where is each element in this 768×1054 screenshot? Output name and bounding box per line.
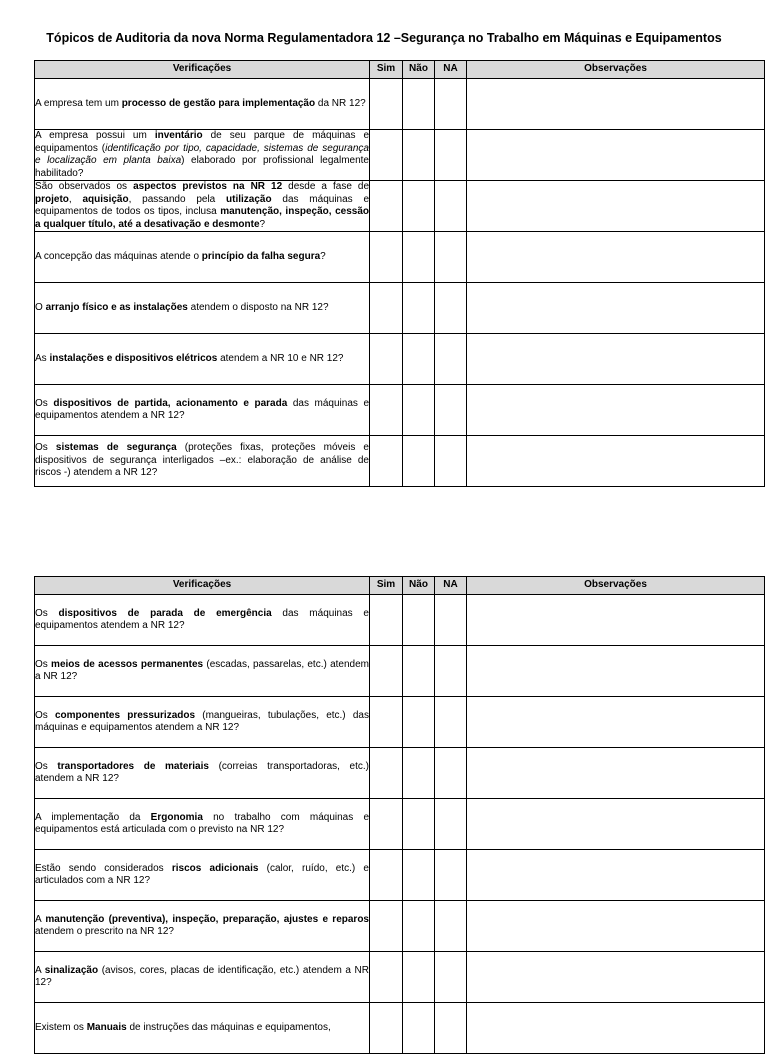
sim-cell[interactable] bbox=[370, 646, 403, 697]
nao-cell[interactable] bbox=[403, 850, 435, 901]
question-text-segment: atendem a NR 10 e NR 12? bbox=[217, 352, 344, 364]
table-row bbox=[35, 436, 765, 487]
nao-cell[interactable] bbox=[403, 79, 435, 130]
question-text-segment: A concepção das máquinas atende o bbox=[35, 250, 202, 262]
question-text-segment: manutenção (preventiva), inspeção, preparação, ajustes e reparos bbox=[45, 913, 369, 925]
observacoes-cell[interactable] bbox=[467, 697, 765, 748]
question-text-segment: A empresa tem um bbox=[35, 97, 122, 109]
question-text-segment: ? bbox=[259, 218, 266, 230]
table-row bbox=[35, 952, 765, 1003]
header-nao: Não bbox=[403, 61, 435, 79]
observacoes-cell[interactable] bbox=[467, 232, 765, 283]
question-text-segment: desde a fase de bbox=[282, 181, 370, 192]
sim-cell[interactable] bbox=[370, 283, 403, 334]
nao-cell[interactable] bbox=[403, 646, 435, 697]
na-cell[interactable] bbox=[435, 1003, 467, 1054]
question-text-segment: riscos adicionais bbox=[171, 862, 259, 874]
na-cell[interactable] bbox=[435, 334, 467, 385]
observacoes-cell[interactable] bbox=[467, 595, 765, 646]
question-text-segment: de seu parque de máquinas e equipamentos ( bbox=[35, 130, 370, 154]
nao-cell[interactable] bbox=[403, 1003, 435, 1054]
na-cell[interactable] bbox=[435, 646, 467, 697]
question-text-segment: sistemas de segurança bbox=[55, 442, 177, 454]
verification-question bbox=[35, 283, 370, 334]
na-cell[interactable] bbox=[435, 952, 467, 1003]
observacoes-cell[interactable] bbox=[467, 646, 765, 697]
observacoes-cell[interactable] bbox=[467, 850, 765, 901]
nao-cell[interactable] bbox=[403, 952, 435, 1003]
question-text-segment: , passando pela bbox=[128, 193, 227, 205]
question-text-segment: no trabalho com máquinas e equipamentos está articulada com o previsto na NR 12? bbox=[35, 811, 369, 835]
verification-question bbox=[35, 436, 370, 487]
header-na: NA bbox=[435, 61, 467, 79]
table-row bbox=[35, 130, 765, 181]
sim-cell[interactable] bbox=[370, 181, 403, 232]
nao-cell[interactable] bbox=[403, 283, 435, 334]
question-text-segment: A empresa possui um bbox=[35, 130, 155, 141]
table-row bbox=[35, 181, 765, 232]
question-text-segment: princípio da falha segura bbox=[201, 250, 321, 262]
verification-question bbox=[35, 334, 370, 385]
table-row bbox=[35, 697, 765, 748]
nao-cell[interactable] bbox=[403, 595, 435, 646]
audit-table-1 bbox=[34, 60, 765, 487]
observacoes-cell[interactable] bbox=[467, 385, 765, 436]
table-row bbox=[35, 799, 765, 850]
sim-cell[interactable] bbox=[370, 334, 403, 385]
observacoes-cell[interactable] bbox=[467, 130, 765, 181]
question-text-segment: transportadores de materiais bbox=[57, 760, 209, 772]
table-row bbox=[35, 748, 765, 799]
question-text-segment: das máquinas e equipamentos de todos os tipos, inclusa bbox=[35, 193, 370, 217]
verification-question bbox=[35, 697, 370, 748]
question-text-segment: inventário bbox=[154, 130, 203, 141]
sim-cell[interactable] bbox=[370, 436, 403, 487]
header-verificacoes: Verificações bbox=[35, 61, 370, 79]
sim-cell[interactable] bbox=[370, 748, 403, 799]
question-text-segment: utilização bbox=[226, 193, 272, 205]
sim-cell[interactable] bbox=[370, 850, 403, 901]
sim-cell[interactable] bbox=[370, 385, 403, 436]
table-row bbox=[35, 79, 765, 130]
question-text-segment: (correias transportadoras, etc.) atendem a NR 12? bbox=[35, 760, 370, 784]
observacoes-cell[interactable] bbox=[467, 181, 765, 232]
question-text-segment: (proteções fixas, proteções móveis e dispositivos de segurança interligados –ex.: elaboração de análise de riscos -) atendem a NR 12? bbox=[35, 442, 369, 479]
nao-cell[interactable] bbox=[403, 901, 435, 952]
question-text-segment: A implementação da bbox=[35, 811, 151, 823]
verification-question bbox=[35, 799, 370, 850]
table-row bbox=[35, 334, 765, 385]
header-verificacoes: Verificações bbox=[35, 577, 370, 595]
table-row bbox=[35, 850, 765, 901]
observacoes-cell[interactable] bbox=[467, 334, 765, 385]
verification-question bbox=[35, 385, 370, 436]
table-header-row bbox=[35, 577, 765, 595]
question-text-segment: Os bbox=[35, 607, 59, 619]
question-text-segment: A bbox=[35, 964, 45, 976]
na-cell[interactable] bbox=[435, 181, 467, 232]
question-text-segment: A bbox=[35, 913, 46, 925]
question-text-segment: arranjo físico e as instalações bbox=[45, 301, 188, 313]
sim-cell[interactable] bbox=[370, 799, 403, 850]
na-cell[interactable] bbox=[435, 595, 467, 646]
question-text-segment: ) elaborado por profissional legalmente habilitado? bbox=[35, 155, 369, 179]
question-text-segment: componentes pressurizados bbox=[55, 709, 196, 721]
observacoes-cell[interactable] bbox=[467, 79, 765, 130]
question-text-segment: (escadas, passarelas, etc.) atendem a NR 12? bbox=[35, 658, 369, 682]
table-row bbox=[35, 646, 765, 697]
question-text-segment: ? bbox=[320, 250, 326, 262]
question-text-segment: Os bbox=[35, 442, 56, 454]
page-title: Tópicos de Auditoria da nova Norma Regulamentadora 12 –Segurança no Trabalho em Máquinas e Equipamentos bbox=[46, 31, 722, 45]
question-text-segment: Os bbox=[35, 709, 55, 721]
observacoes-cell[interactable] bbox=[467, 952, 765, 1003]
question-text-segment: de instruções das máquinas e equipamentos, bbox=[126, 1021, 331, 1033]
question-text-segment: As bbox=[35, 352, 50, 364]
table-row bbox=[35, 283, 765, 334]
table-row bbox=[35, 385, 765, 436]
question-text-segment: (calor, ruído, etc.) e articulados com a NR 12? bbox=[35, 862, 369, 886]
header-observacoes: Observações bbox=[467, 61, 765, 79]
nao-cell[interactable] bbox=[403, 697, 435, 748]
na-cell[interactable] bbox=[435, 283, 467, 334]
question-text-segment: projeto bbox=[35, 193, 69, 205]
na-cell[interactable] bbox=[435, 901, 467, 952]
na-cell[interactable] bbox=[435, 748, 467, 799]
sim-cell[interactable] bbox=[370, 952, 403, 1003]
question-text-segment: da NR 12? bbox=[315, 97, 366, 109]
question-text-segment: manutenção, inspeção, cessão a qualquer título, até a desativação e desmonte bbox=[35, 206, 370, 230]
na-cell[interactable] bbox=[435, 799, 467, 850]
question-text-segment: aquisição bbox=[82, 193, 129, 205]
question-text-segment: O bbox=[35, 301, 46, 313]
observacoes-cell[interactable] bbox=[467, 799, 765, 850]
observacoes-cell[interactable] bbox=[467, 748, 765, 799]
header-sim: Sim bbox=[370, 577, 403, 595]
question-text-segment: atendem o prescrito na NR 12? bbox=[35, 926, 174, 937]
table-row bbox=[35, 1003, 765, 1054]
verification-question bbox=[35, 646, 370, 697]
nao-cell[interactable] bbox=[403, 334, 435, 385]
question-text-segment: Ergonomia bbox=[150, 811, 203, 823]
question-text-segment: (mangueiras, tubulações, etc.) das máquinas e equipamentos atendem a NR 12? bbox=[35, 709, 369, 733]
verification-question bbox=[35, 595, 370, 646]
verification-question bbox=[35, 850, 370, 901]
verification-question bbox=[35, 901, 370, 952]
question-text-segment: meios de acessos permanentes bbox=[51, 658, 204, 670]
observacoes-cell[interactable] bbox=[467, 1003, 765, 1054]
question-text-segment: Os bbox=[35, 760, 58, 772]
verification-question bbox=[35, 952, 370, 1003]
verification-question bbox=[35, 232, 370, 283]
header-na: NA bbox=[435, 577, 467, 595]
question-text-segment: Existem os bbox=[35, 1021, 87, 1033]
table-header-row bbox=[35, 61, 765, 79]
question-text-segment: processo de gestão para implementação bbox=[121, 97, 316, 109]
nao-cell[interactable] bbox=[403, 436, 435, 487]
question-text-segment: aspectos previstos na NR 12 bbox=[133, 181, 283, 192]
na-cell[interactable] bbox=[435, 385, 467, 436]
nao-cell[interactable] bbox=[403, 181, 435, 232]
verification-question bbox=[35, 1003, 370, 1054]
table-row bbox=[35, 901, 765, 952]
question-text-segment: dispositivos de parada de emergência bbox=[58, 607, 272, 619]
header-nao: Não bbox=[403, 577, 435, 595]
verification-question bbox=[35, 181, 370, 232]
na-cell[interactable] bbox=[435, 436, 467, 487]
question-text-segment: Os bbox=[35, 397, 54, 409]
question-text-segment: sinalização bbox=[44, 964, 99, 976]
sim-cell[interactable] bbox=[370, 232, 403, 283]
observacoes-cell[interactable] bbox=[467, 283, 765, 334]
table-row bbox=[35, 595, 765, 646]
na-cell[interactable] bbox=[435, 697, 467, 748]
sim-cell[interactable] bbox=[370, 901, 403, 952]
question-text-segment: dispositivos de partida, acionamento e parada bbox=[53, 397, 288, 409]
nao-cell[interactable] bbox=[403, 232, 435, 283]
question-text-segment: Estão sendo considerados bbox=[35, 862, 172, 874]
nao-cell[interactable] bbox=[403, 799, 435, 850]
question-text-segment: Os bbox=[35, 658, 52, 670]
sim-cell[interactable] bbox=[370, 79, 403, 130]
question-text-segment: , bbox=[68, 193, 83, 205]
header-sim: Sim bbox=[370, 61, 403, 79]
observacoes-cell[interactable] bbox=[467, 436, 765, 487]
sim-cell[interactable] bbox=[370, 595, 403, 646]
nao-cell[interactable] bbox=[403, 385, 435, 436]
nao-cell[interactable] bbox=[403, 748, 435, 799]
observacoes-cell[interactable] bbox=[467, 901, 765, 952]
question-text-segment: São observados os bbox=[35, 181, 134, 192]
sim-cell[interactable] bbox=[370, 697, 403, 748]
question-text-segment: atendem o disposto na NR 12? bbox=[187, 301, 329, 313]
question-text-segment: identificação por tipo, capacidade, sistemas de segurança e localização em planta baixa bbox=[35, 142, 369, 166]
sim-cell[interactable] bbox=[370, 1003, 403, 1054]
na-cell[interactable] bbox=[435, 232, 467, 283]
nao-cell[interactable] bbox=[403, 130, 435, 181]
na-cell[interactable] bbox=[435, 850, 467, 901]
question-text-segment: das máquinas e equipamentos atendem a NR 12? bbox=[35, 397, 370, 421]
question-text-segment: Manuais bbox=[86, 1021, 127, 1033]
question-text-segment: (avisos, cores, placas de identificação, etc.) atendem a NR 12? bbox=[35, 964, 369, 988]
table-row bbox=[35, 232, 765, 283]
verification-question bbox=[35, 748, 370, 799]
audit-table-2 bbox=[34, 576, 765, 1054]
na-cell[interactable] bbox=[435, 79, 467, 130]
verification-question bbox=[35, 79, 370, 130]
header-observacoes: Observações bbox=[467, 577, 765, 595]
question-text-segment: instalações e dispositivos elétricos bbox=[49, 352, 218, 364]
sim-cell[interactable] bbox=[370, 130, 403, 181]
na-cell[interactable] bbox=[435, 130, 467, 181]
question-text-segment: das máquinas e equipamentos atendem a NR 12? bbox=[35, 607, 369, 631]
verification-question bbox=[35, 130, 370, 181]
